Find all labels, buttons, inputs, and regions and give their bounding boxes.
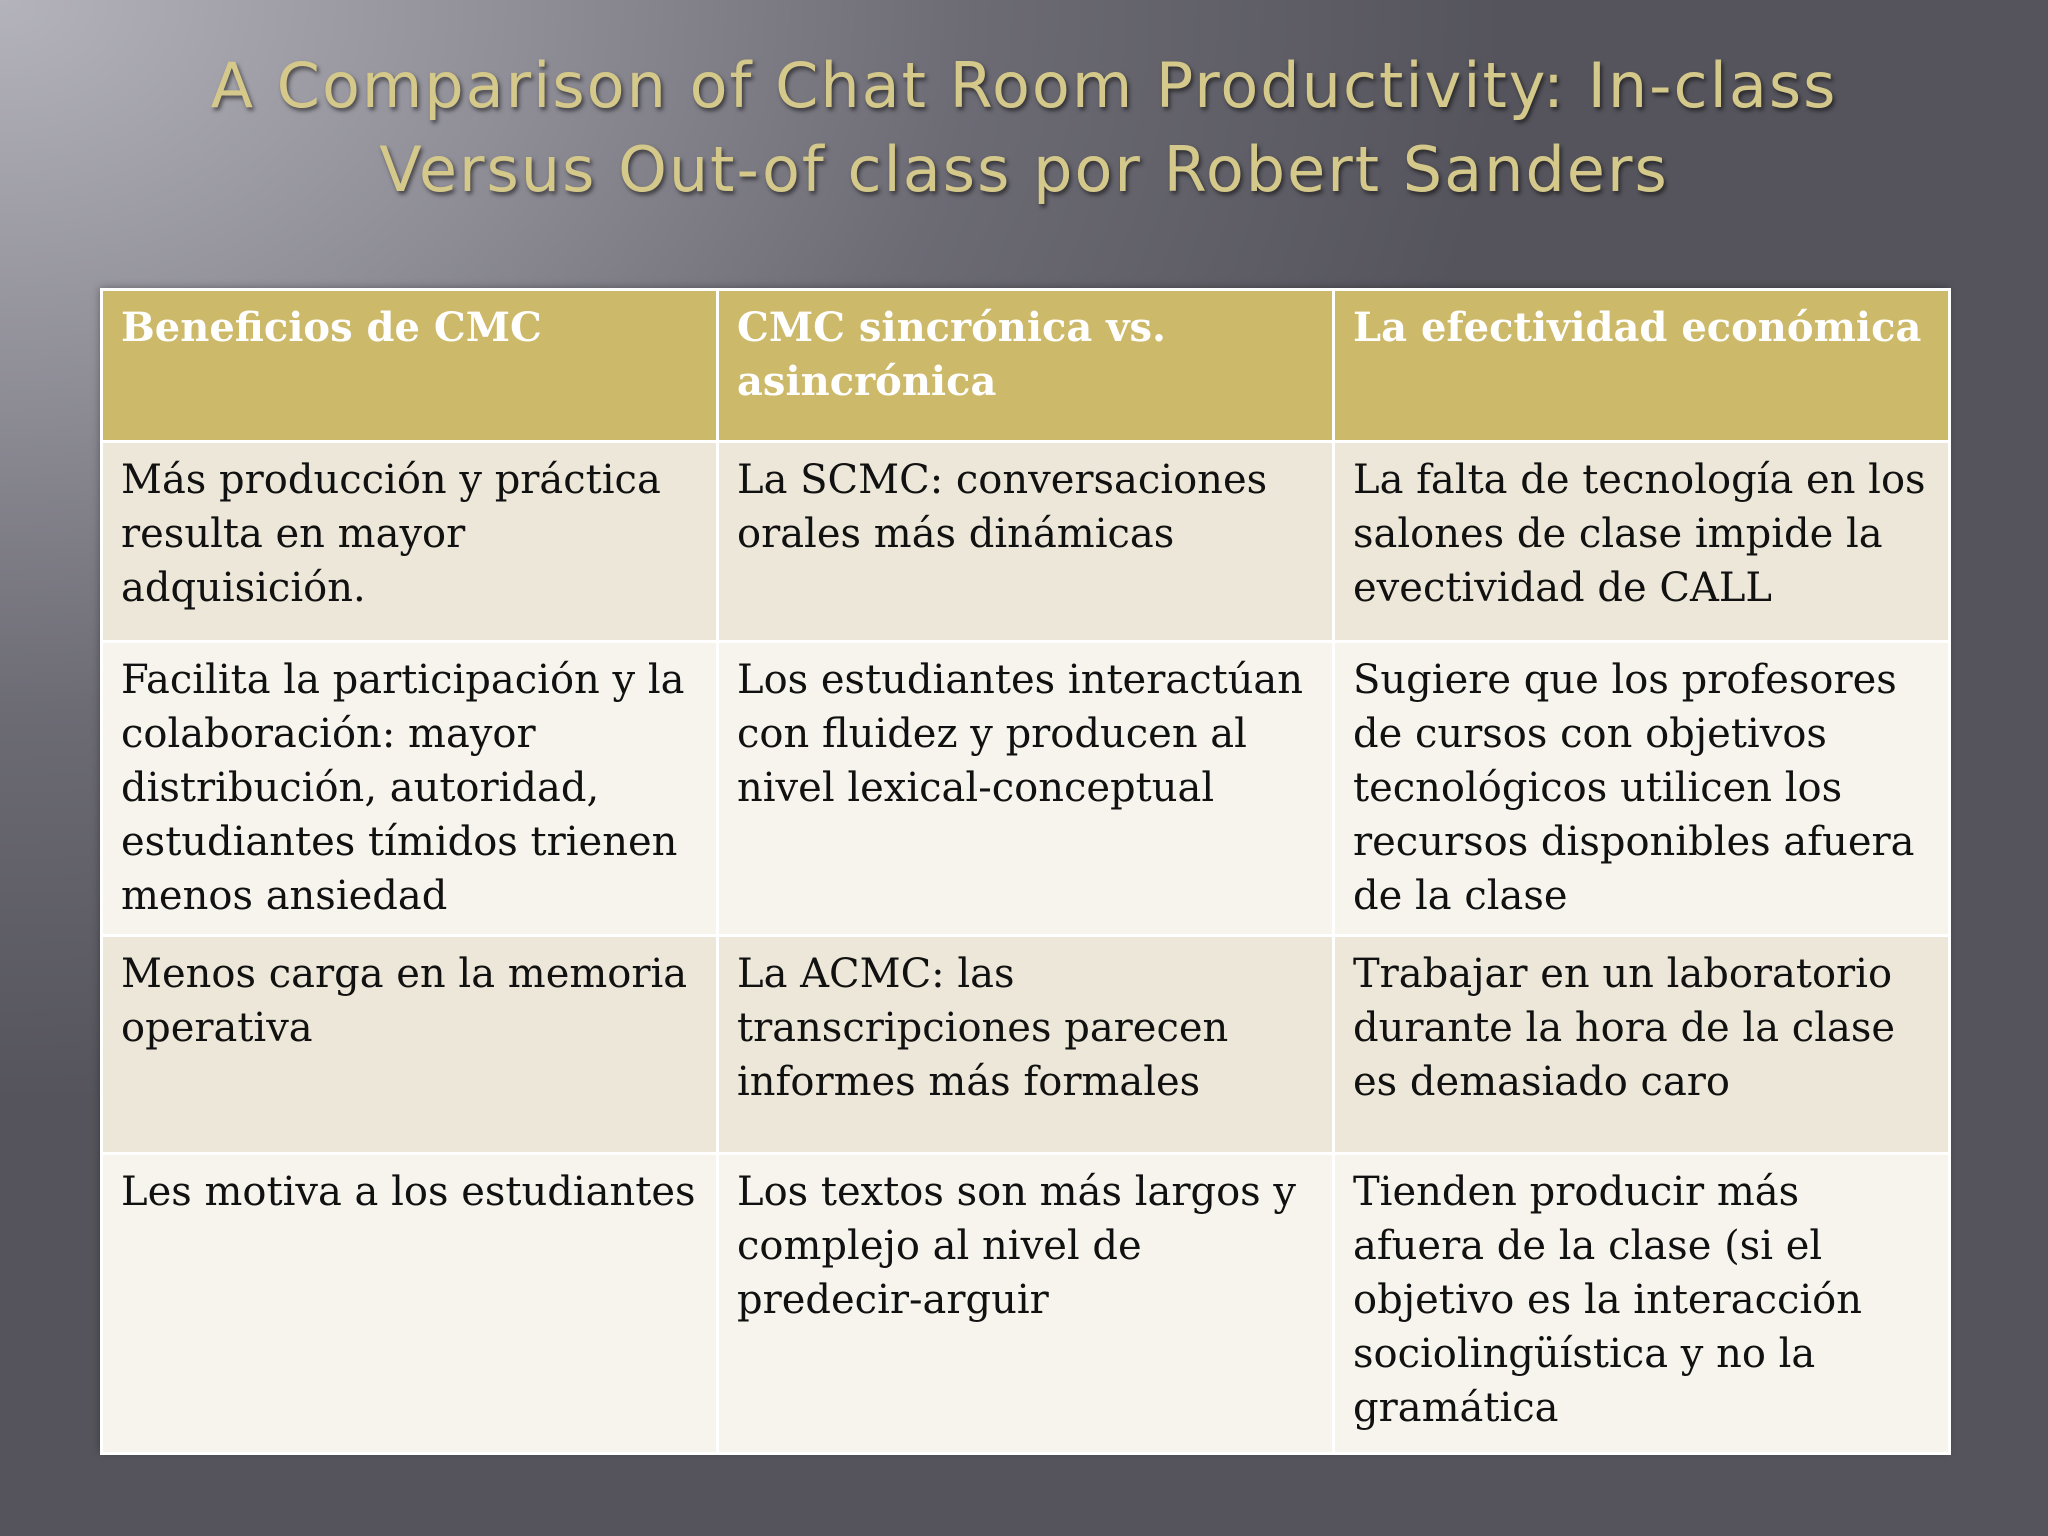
table-cell: Les motiva a los estudiantes xyxy=(102,1154,718,1454)
table-row xyxy=(102,1154,1950,1454)
table-cell: La SCMC: conversaciones orales más dinámicas xyxy=(718,442,1334,642)
table-cell: Facilita la participación y la colaboración: mayor distribución, autoridad, estudiantes tímidos trienen menos ansiedad xyxy=(102,642,718,936)
header-cell-beneficios: Beneficios de CMC xyxy=(102,290,718,442)
table-cell: Más producción y práctica resulta en mayor adquisición. xyxy=(102,442,718,642)
comparison-table xyxy=(100,288,1951,1455)
header-cell-efectividad: La efectividad económica xyxy=(1334,290,1950,442)
slide-title-line-2: Versus Out-of class por Robert Sanders xyxy=(379,133,1669,206)
table-cell: Los estudiantes interactúan con fluidez y producen al nivel lexical-conceptual xyxy=(718,642,1334,936)
header-cell-cmc-sincronica: CMC sincrónica vs. asincrónica xyxy=(718,290,1334,442)
table-cell: Menos carga en la memoria operativa xyxy=(102,936,718,1154)
table-row xyxy=(102,442,1950,642)
table-cell: Los textos son más largos y complejo al nivel de predecir-arguir xyxy=(718,1154,1334,1454)
table-header-row xyxy=(102,290,1950,442)
table-row xyxy=(102,936,1950,1154)
slide-title xyxy=(60,44,1988,212)
table-cell: La ACMC: las transcripciones parecen informes más formales xyxy=(718,936,1334,1154)
table-cell: Tienden producir más afuera de la clase (si el objetivo es la interacción sociolingüística y no la gramática xyxy=(1334,1154,1950,1454)
comparison-table-container xyxy=(100,288,1948,1452)
slide-title-line-1: A Comparison of Chat Room Productivity: In-class xyxy=(210,49,1838,122)
table-cell: La falta de tecnología en los salones de clase impide la evectividad de CALL xyxy=(1334,442,1950,642)
table-cell: Sugiere que los profesores de cursos con objetivos tecnológicos utilicen los recursos disponibles afuera de la clase xyxy=(1334,642,1950,936)
table-row xyxy=(102,642,1950,936)
table-cell: Trabajar en un laboratorio durante la hora de la clase es demasiado caro xyxy=(1334,936,1950,1154)
